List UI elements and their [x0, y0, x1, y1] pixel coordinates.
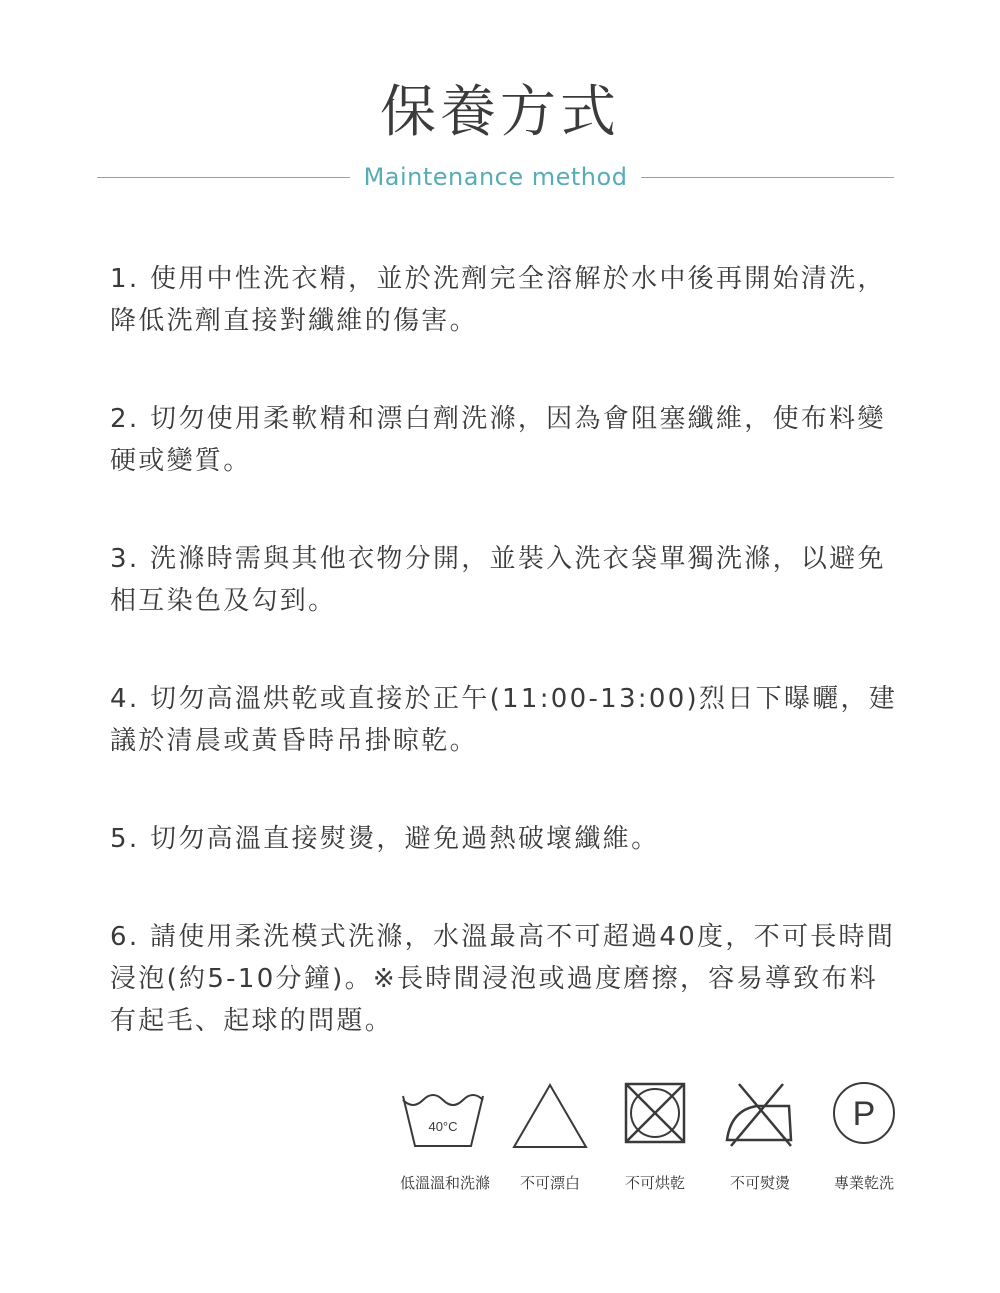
care-label-no-iron: 不可熨燙 [729, 1174, 790, 1192]
instruction-item-5: 5. 切勿高溫直接熨燙，避免過熱破壞纖維。 [110, 824, 660, 854]
no-iron-icon [723, 1080, 795, 1148]
page-title: 保養方式 [380, 80, 620, 145]
no-tumble-dry-icon [623, 1080, 687, 1148]
subtitle-divider [97, 160, 894, 194]
triangle-no-bleach-icon [510, 1080, 590, 1150]
care-label-gentle-wash: 低溫溫和洗滌 [399, 1174, 490, 1192]
wash-tub-40c-icon [400, 1080, 486, 1150]
divider-line-left [97, 177, 350, 178]
instruction-item-1: 1. 使用中性洗衣精，並於洗劑完全溶解於水中後再開始清洗，降低洗劑直接對纖維的傷害。 [110, 264, 886, 336]
instruction-item-6: 6. 請使用柔洗模式洗滌，水溫最高不可超過40度，不可長時間浸泡(約5-10分鐘)。※長時間浸泡或過度磨擦，容易導致布料有起毛、起球的問題。 [110, 922, 896, 1036]
care-label-dry-clean: 專業乾洗 [833, 1174, 894, 1192]
instruction-item-2: 2. 切勿使用柔軟精和漂白劑洗滌，因為會阻塞纖維，使布料變硬或變質。 [110, 404, 886, 476]
instruction-item-3: 3. 洗滌時需與其他衣物分開，並裝入洗衣袋單獨洗滌，以避免相互染色及勾到。 [110, 544, 886, 616]
page-subtitle: Maintenance method [363, 163, 628, 191]
instruction-item-4: 4. 切勿高溫烘乾或直接於正午(11:00-13:00)烈日下曝曬，建議於清晨或黃昏時吊掛晾乾。 [110, 684, 898, 756]
professional-dry-clean-icon [831, 1080, 897, 1146]
care-icons-row [395, 1080, 900, 1200]
dry-clean-letter: P [852, 1095, 876, 1133]
care-label-no-tumble-dry: 不可烘乾 [624, 1174, 685, 1192]
care-label-no-bleach: 不可漂白 [519, 1174, 580, 1192]
care-instructions-list [110, 258, 900, 1042]
divider-line-right [641, 177, 894, 178]
wash-temperature-text: 40°C [428, 1119, 458, 1134]
